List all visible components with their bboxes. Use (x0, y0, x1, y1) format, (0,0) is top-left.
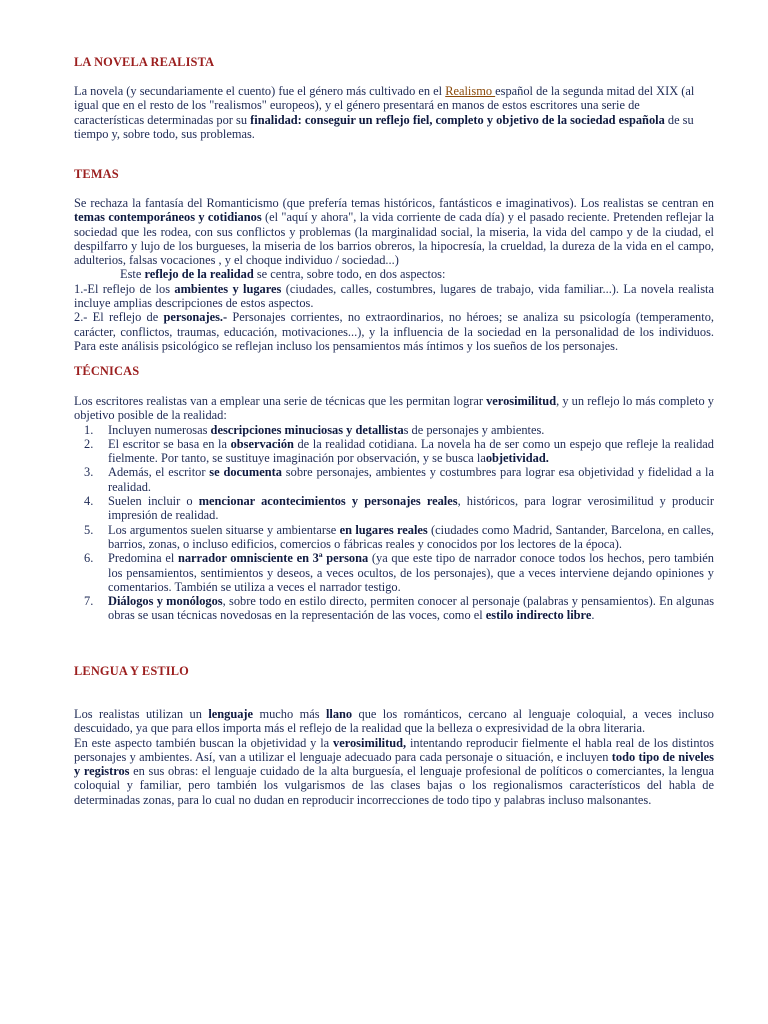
list-item-text (96, 594, 714, 623)
temas-body (74, 196, 714, 353)
temas-paragraph-3 (74, 282, 714, 311)
text-run: Se rechaza la fantasía del Romanticismo (que prefería temas históricos, fantásticos e imaginativos). Los realistas se centran en (74, 196, 714, 210)
text-run: se centra, sobre todo, en dos aspectos: (253, 267, 446, 282)
text-run: intentando reproducir fielmente el habla real de los distintos personajes y ambientes. Así, van a utilizar el lenguaje adecuado para cada personaje o situación, e incluyen (74, 735, 714, 764)
list-item-text (96, 437, 714, 466)
list-number: 3. (84, 465, 94, 480)
lengua-body (74, 707, 714, 807)
list-item-text (96, 494, 714, 523)
lengua-paragraph-2 (74, 736, 714, 807)
list-item (74, 437, 714, 466)
intro-text (74, 84, 708, 141)
bold-text: observación (230, 436, 294, 451)
text-run: sobre personajes, ambientes y costumbres para lograr esa objetividad y fidelidad a la realidad. (108, 465, 714, 494)
text-run: , y un reflejo lo más completo y objetivo posible de la realidad: (74, 394, 715, 423)
tecnicas-intro (74, 394, 714, 423)
text-run: Además, el escritor (108, 465, 210, 480)
text-run: 1.-El reflejo de los (74, 281, 175, 296)
list-number: 4. (84, 494, 94, 509)
intro-paragraph (74, 84, 708, 141)
bold-text: lenguaje (208, 707, 254, 721)
bold-text: verosimilitud (486, 394, 557, 408)
list-number: 6. (84, 551, 94, 566)
temas-paragraph-2 (74, 267, 714, 281)
text-run: español de la segunda mitad del XIX (al igual que en el resto de los "realismos" europeos), y el género presentará en manos de estos escritores una serie de características determinadas por su (74, 84, 695, 127)
bold-text: mencionar acontecimientos y personajes reales (198, 494, 458, 509)
list-number: 7. (84, 594, 94, 609)
text-run: Predomina el (108, 551, 178, 566)
bold-text: narrador omnisciente en 3ª persona (177, 551, 369, 566)
text-run: El escritor se basa en la (108, 436, 231, 451)
text-run: que los románticos, cercano al lenguaje coloquial, a veces incluso descuidado, ya que para ellos importa más el reflejo de la realidad que la belleza o expresividad de la obra literaria. (74, 707, 714, 736)
bold-text: se documenta (209, 465, 282, 480)
bold-text: objetividad. (485, 451, 549, 466)
text-run: En este aspecto también buscan la objetividad y la (74, 735, 334, 750)
section-title-novela: LA NOVELA REALISTA (74, 55, 215, 69)
list-item (74, 423, 714, 437)
text-run: s de personajes y ambientes. (403, 422, 545, 437)
bold-text: finalidad: conseguir un reflejo fiel, completo y objetivo de la sociedad española (250, 112, 665, 127)
list-item (74, 551, 714, 594)
list-item-text (96, 523, 714, 552)
bold-text: reflejo de la realidad (144, 267, 254, 282)
list-item-text (96, 465, 714, 494)
text-run: 2.- El reflejo de (74, 310, 164, 325)
bold-text: personajes.- (163, 310, 228, 325)
lengua-paragraph-1 (74, 707, 714, 736)
temas-paragraph-1 (74, 196, 714, 267)
tecnicas-list (74, 423, 714, 623)
temas-paragraph-4 (74, 310, 714, 353)
list-item-text (96, 551, 714, 594)
text-run: en sus obras: el lenguaje cuidado de la alta burguesía, el lenguaje profesional de políticos o comerciantes, la lengua coloquial y familiar, pero también los vulgarismos de las clases bajas o los regionalismos característicos del habla de determinadas zonas, para lo cual no dudan en reproducir incorrecciones de todo tipo y palabras incluso malsonantes. (74, 764, 714, 807)
section-title-tecnicas: TÉCNICAS (74, 364, 140, 378)
list-number: 2. (84, 436, 94, 451)
list-item-text (96, 423, 714, 437)
bold-text: temas contemporáneos y cotidianos (74, 210, 262, 225)
bold-text: todo tipo de niveles y registros (74, 749, 714, 779)
text-run: , históricos, para lograr verosimilitud y producir impresión de realidad. (108, 494, 715, 523)
bold-text: llano (325, 707, 353, 721)
list-number: 5. (84, 522, 94, 537)
text-run: Este (120, 267, 145, 282)
list-item (74, 465, 714, 494)
text-run: . (591, 608, 595, 623)
text-run: Los realistas utilizan un (74, 707, 209, 721)
text-run: Incluyen numerosas (108, 422, 211, 437)
list-number: 1. (84, 422, 94, 437)
text-run: (ya que este tipo de narrador conoce todos los hechos, pero también los pensamientos, sentimientos y deseos, a veces ocultos, de los personajes), que a veces interviene dejando opiniones y comentarios. También se utiliza a veces el narrador testigo. (108, 551, 714, 594)
bold-text: ambientes y lugares (174, 281, 282, 296)
realismo-link[interactable]: Realismo (445, 84, 496, 98)
tecnicas-body (74, 394, 714, 623)
text-run: Suelen incluir o (108, 494, 199, 509)
list-item (74, 523, 714, 552)
text-run: mucho más (253, 707, 326, 721)
text-run: , sobre todo en estilo directo, permiten conocer al personaje (palabras y pensamientos). En algunas obras se usan técnicas novedosas en la representación de las voces, como el (108, 594, 715, 623)
section-title-lengua: LENGUA Y ESTILO (74, 664, 189, 678)
text-run: La novela (y secundariamente el cuento) fue el género más cultivado en el (74, 84, 446, 98)
text-run: (el "aquí y ahora", la vida corriente de cada día) y el pasado reciente. Pretenden reflejar la sociedad que les rodea, con sus conflictos y problemas (la marginalidad social, la miseria, la vida del campo y de la ciudad, el despilfarro y lujo de los burgueses, la miseria de los barrios obreros, la hipocresía, la crueldad, la dureza de la vida en el campo, adulterios, falsas vocaciones , y el choque individuo / sociedad...) (74, 210, 714, 268)
text-run: de la realidad cotidiana. La novela ha de ser como un espejo que refleje la realidad fielmente. Por tanto, se sustituye imaginación por observación, y se busca la (108, 436, 714, 466)
list-item (74, 594, 714, 623)
bold-text: descripciones minuciosas y detallista (210, 422, 404, 437)
text-run: de su tiempo y, sobre todo, sus problemas. (74, 112, 694, 141)
text-run: Los argumentos suelen situarse y ambientarse (108, 522, 340, 537)
bold-text: Diálogos y monólogos (108, 594, 223, 609)
bold-text: verosimilitud, (333, 735, 407, 750)
text-run: (ciudades, calles, costumbres, lugares de trabajo, vida familiar...). La novela realista incluye amplias descripciones de estos aspectos. (74, 281, 714, 311)
text-run: (ciudades como Madrid, Santander, Barcelona, en calles, barrios, zonas, o incluso edificios, comercios o fábricas reales y conocidos por los lectores de la época). (108, 522, 714, 551)
text-run: Los escritores realistas van a emplear una serie de técnicas que les permitan lograr (74, 394, 487, 408)
bold-text: estilo indirecto libre (485, 608, 592, 623)
section-title-temas: TEMAS (74, 167, 119, 181)
list-item (74, 494, 714, 523)
text-run: Personajes corrientes, no extraordinarios, no héroes; se analiza su psicología (temperamento, carácter, conflictos, traumas, educación, motivaciones...), y la influencia de la sociedad en la personalidad de los individuos. Para este análisis psicológico se reflejan incluso los pensamientos más íntimos y los sueños de los personajes. (74, 310, 714, 353)
bold-text: en lugares reales (339, 522, 428, 537)
